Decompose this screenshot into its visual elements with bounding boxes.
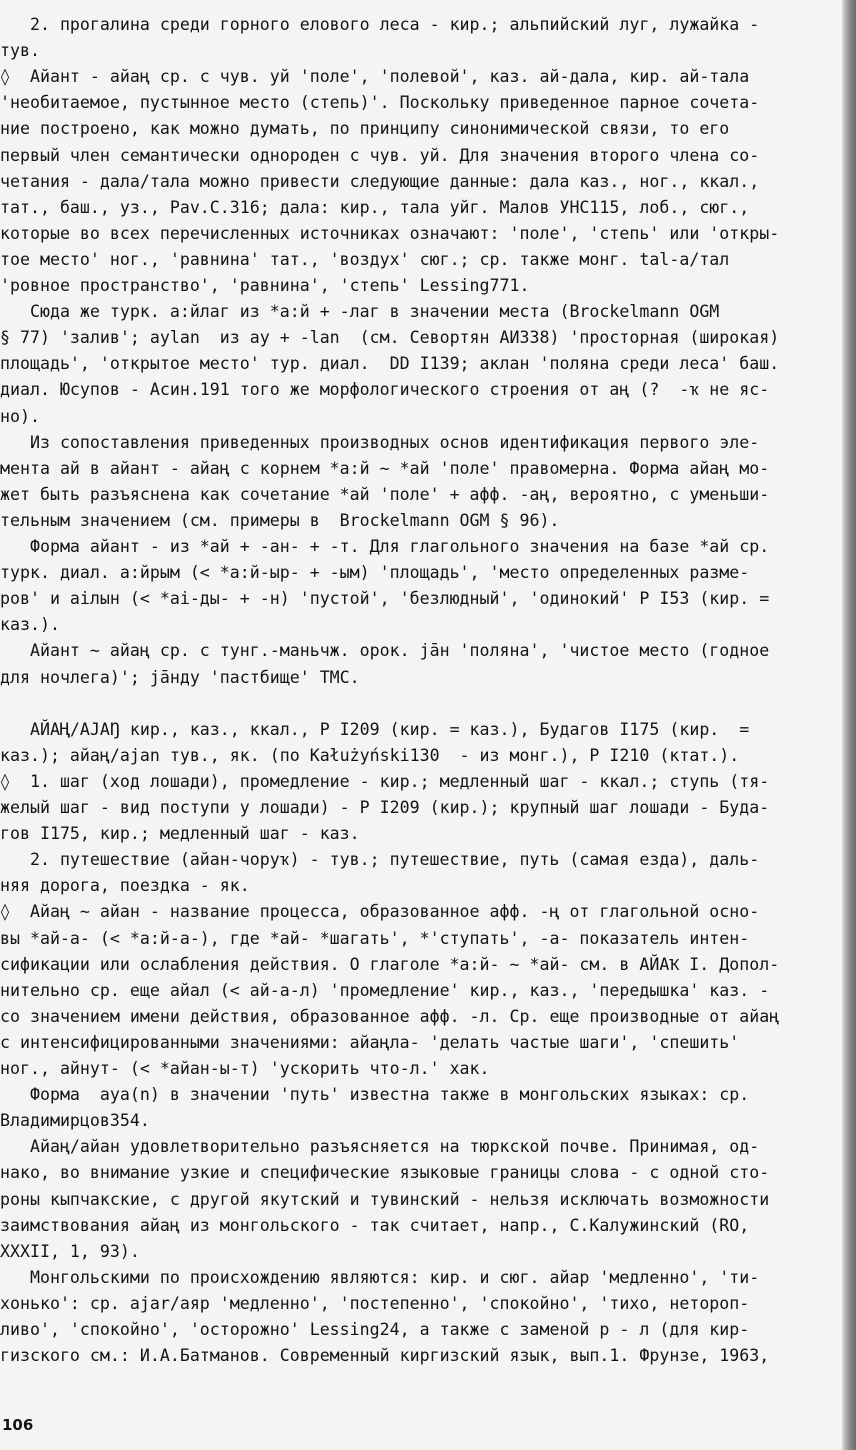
text-line: 2. путешествие (айан-чоруҡ) - тув.; путешествие, путь (самая езда), даль- — [0, 850, 760, 869]
text-line: ние построено, как можно думать, по принципу синонимической связи, то его — [0, 119, 730, 138]
page-number: 106 — [2, 1416, 34, 1434]
text-line: Сюда же турк. а:йлаг из *а:й + -лаг в значении места (Brockelmann OGM — [0, 302, 720, 321]
text-line: гизского см.: И.А.Батманов. Современный киргизский язык, вып.1. Фрунзе, 1963, — [0, 1346, 770, 1365]
text-line: тув. — [0, 41, 40, 60]
text-line: Айант ~ айаң ср. с тунг.-маньчж. орок. jāн 'поляна', 'чистое место (годное — [0, 641, 770, 660]
text-line: хонько': ср. ajar/аяр 'медленно', 'постепенно', 'спокойно', 'тихо, нетороп- — [0, 1294, 750, 1313]
text-line: няя дорога, поездка - як. — [0, 876, 250, 895]
text-line: нако, во внимание узкие и специфические языковые границы слова - с одной сто- — [0, 1163, 770, 1182]
text-line: ров' и aiлын (< *ai-ды- + -н) 'пустой', 'безлюдный', 'одинокий' Р I53 (кир. = — [0, 589, 770, 608]
text-line: Владимирцов354. — [0, 1111, 150, 1130]
text-line: 2. прогалина среди горного елового леса - кир.; альпийский луг, лужайка - — [0, 15, 760, 34]
text-line: роны кыпчакские, с другой якутский и тувинский - нельзя исключать возможности — [0, 1190, 770, 1209]
text-line: нительно ср. еще айал (< ай-а-л) 'промедление' кир., каз., 'передышка' каз. - — [0, 981, 770, 1000]
text-line: мента ай в айант - айаң с корнем *а:й ~ *ай 'поле' правомерна. Форма айаң мо- — [0, 459, 770, 478]
text-line: ◊ 1. шаг (ход лошади), промедление - кир.; медленный шаг - ккал.; ступь (тя- — [0, 772, 770, 791]
text-line: Айаң/айан удовлетворительно разъясняется на тюркской почве. Принимая, од- — [0, 1137, 760, 1156]
text-line: XXXII, 1, 93). — [0, 1242, 140, 1261]
text-line: со значением имени действия, образованное афф. -л. Ср. еще производные от айаң — [0, 1007, 780, 1026]
text-line: Форма aya(n) в значении 'путь' известна также в монгольских языках: ср. — [0, 1085, 750, 1104]
text-line: ног., айнут- (< *айан-ы-т) 'ускорить что-л.' хак. — [0, 1059, 490, 1078]
text-line: Монгольскими по происхождению являются: кир. и сюг. айар 'медленно', 'ти- — [0, 1268, 760, 1287]
text-line: гов I175, кир.; медленный шаг - каз. — [0, 824, 360, 843]
text-line: турк. диал. а:йрым (< *а:й-ыр- + -ым) 'площадь', 'место определенных разме- — [0, 563, 750, 582]
text-line: Из сопоставления приведенных производных основ идентификация первого эле- — [0, 433, 760, 452]
text-line: тат., баш., уз., Рav.С.316; дала: кир., тала уйг. Малов УНС115, лоб., сюг., — [0, 198, 750, 217]
text-line: которые во всех перечисленных источниках означают: 'поле', 'степь' или 'откры- — [0, 224, 780, 243]
text-line: ливо', 'спокойно', 'осторожно' Lessing24, а также с заменой р - л (для кир- — [0, 1320, 750, 1339]
text-line: Форма айант - из *ай + -ан- + -т. Для глагольного значения на базе *ай ср. — [0, 537, 770, 556]
text-line: для ночлега)'; jāнду 'пастбище' ТМС. — [0, 668, 360, 687]
text-line: желый шаг - вид поступи у лошади) - Р I209 (кир.); крупный шаг лошади - Буда- — [0, 798, 770, 817]
text-line: каз.); айаң/ajan тув., як. (по Kałużyński130 - из монг.), Р I210 (ктат.). — [0, 746, 740, 765]
text-line: тое место' ног., 'равнина' тат., 'воздух' сюг.; ср. также монг. tal-a/тал — [0, 250, 730, 269]
text-line: жет быть разъяснена как сочетание *ай 'поле' + афф. -аң, вероятно, с уменьши- — [0, 485, 770, 504]
text-line: вы *ай-а- (< *а:й-а-), где *ай- *шагать', *'ступать', -а- показатель интен- — [0, 929, 750, 948]
text-line: 'ровное пространство', 'равнина', 'степь' Lessing771. — [0, 276, 530, 295]
text-line: четания - дала/тала можно привести следующие данные: дала каз., ног., ккал., — [0, 172, 760, 191]
text-line: сификации или ослабления действия. О глаголе *а:й- ~ *ай- см. в АЙАҠ I. Допол- — [0, 955, 780, 974]
text-line: тельным значением (см. примеры в Brockelmann OGM § 96). — [0, 511, 560, 530]
text-line: ◊ Айаң ~ айан - название процесса, образованное афф. -ң от глагольной осно- — [0, 902, 760, 921]
text-line: но). — [0, 407, 40, 426]
text-line: первый член семантически однороден с чув. уй. Для значения второго члена со- — [0, 146, 760, 165]
text-line: § 77) 'залив'; aylan из ay + -lan (см. Севортян АИ338) 'просторная (широкая) — [0, 328, 780, 347]
text-line: ◊ Айант - айаң ср. с чув. уй 'поле', 'полевой', каз. ай-дала, кир. ай-тала — [0, 67, 750, 86]
text-line: диал. Юсупов - Асин.191 того же морфологического строения от аң (? -ҡ не яс- — [0, 380, 770, 399]
text-line: площадь', 'открытое место' тур. диал. DD I139; аклан 'поляна среди леса' баш. — [0, 354, 780, 373]
text-line: заимствования айаң из монгольского - так считает, напр., С.Калужинский (RO, — [0, 1216, 750, 1235]
text-line: 'необитаемое, пустынное место (степь)'. Поскольку приведенное парное сочета- — [0, 93, 760, 112]
text-line: с интенсифицированными значениями: айаңла- 'делать частые шаги', 'спешить' — [0, 1033, 740, 1052]
scan-edge-shadow — [842, 0, 856, 1450]
text-line: каз.). — [0, 615, 60, 634]
text-line: АЙАҢ/AJAŊ кир., каз., ккал., Р I209 (кир. = каз.), Будагов I175 (кир. = — [0, 720, 750, 739]
